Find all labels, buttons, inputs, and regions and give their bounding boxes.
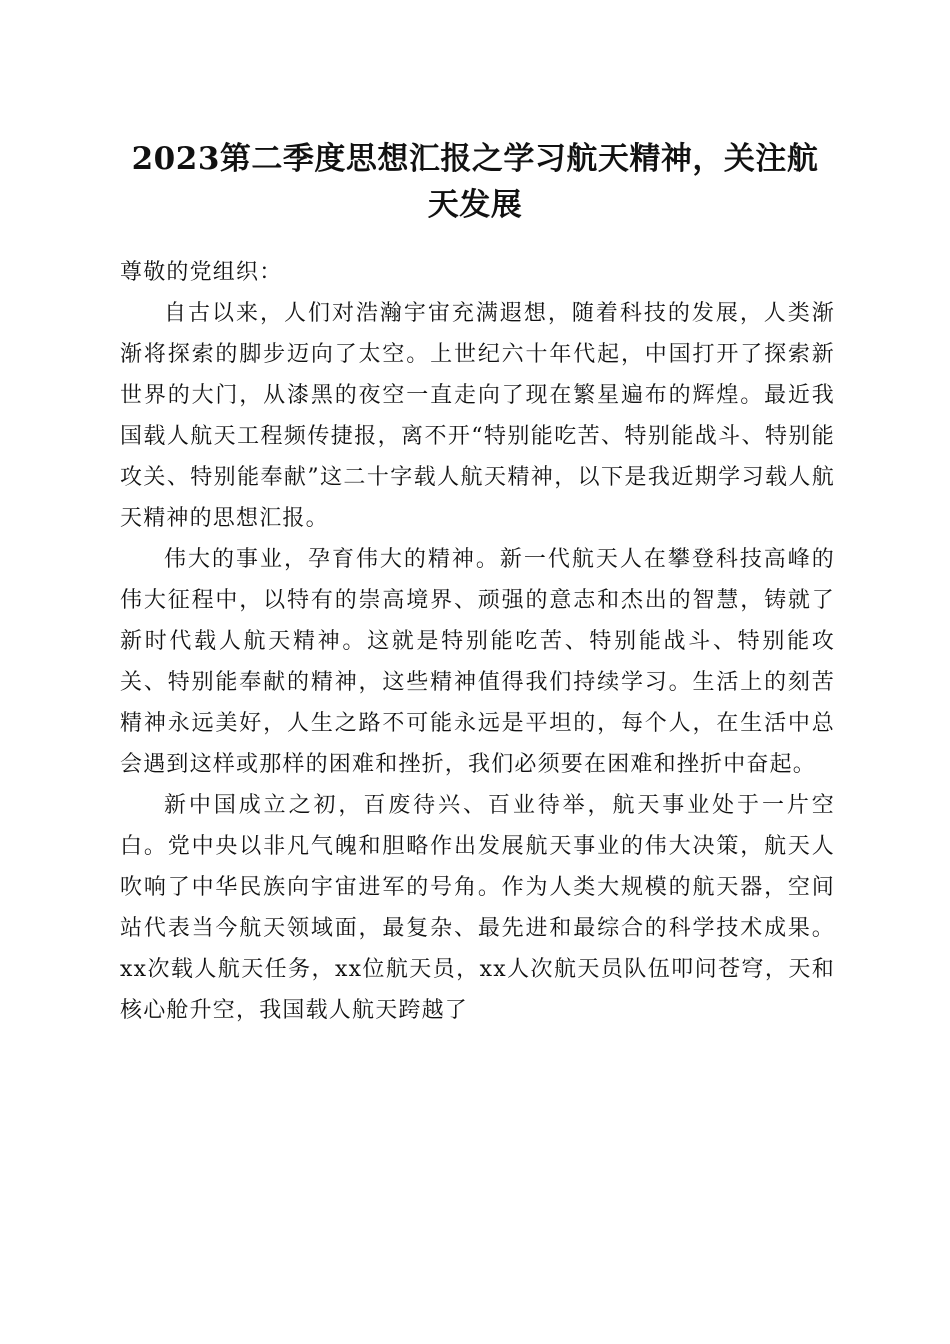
paragraph-3: 新中国成立之初，百废待兴、百业待举，航天事业处于一片空白。党中央以非凡气魄和胆略作出发展航天事业的伟大决策，航天人吹响了中华民族向宇宙进军的号角。作为人类大规模的航天器，空间站代表当今航天领域面，最复杂、最先进和最综合的科学技术成果。xx次载人航天任务，xx位航天员，xx人次航天员队伍叩问苍穹，天和核心舱升空，我国载人航天跨越了	[120, 793, 835, 1023]
document-title: 2023第二季度思想汇报之学习航天精神，关注航天发展	[131, 141, 819, 223]
paragraph-1: 自古以来，人们对浩瀚宇宙充满遐想，随着科技的发展，人类渐渐将探索的脚步迈向了太空。上世纪六十年代起，中国打开了探索新世界的大门，从漆黑的夜空一直走向了现在繁星遍布的辉煌。最近我国载人航天工程频传捷报，离不开“特别能吃苦、特别能战斗、特别能攻关、特别能奉献”这二十字载人航天精神，以下是我近期学习载人航天精神的思想汇报。	[120, 301, 835, 531]
document-body	[120, 252, 835, 1031]
paragraph-2: 伟大的事业，孕育伟大的精神。新一代航天人在攀登科技高峰的伟大征程中，以特有的崇高境界、顽强的意志和杰出的智慧，铸就了新时代载人航天精神。这就是特别能吃苦、特别能战斗、特别能攻关、特别能奉献的精神，这些精神值得我们持续学习。生活上的刻苦精神永远美好，人生之路不可能永远是平坦的，每个人，在生活中总会遇到这样或那样的困难和挫折，我们必须要在困难和挫折中奋起。	[120, 547, 835, 777]
salutation: 尊敬的党组织：	[120, 260, 283, 285]
